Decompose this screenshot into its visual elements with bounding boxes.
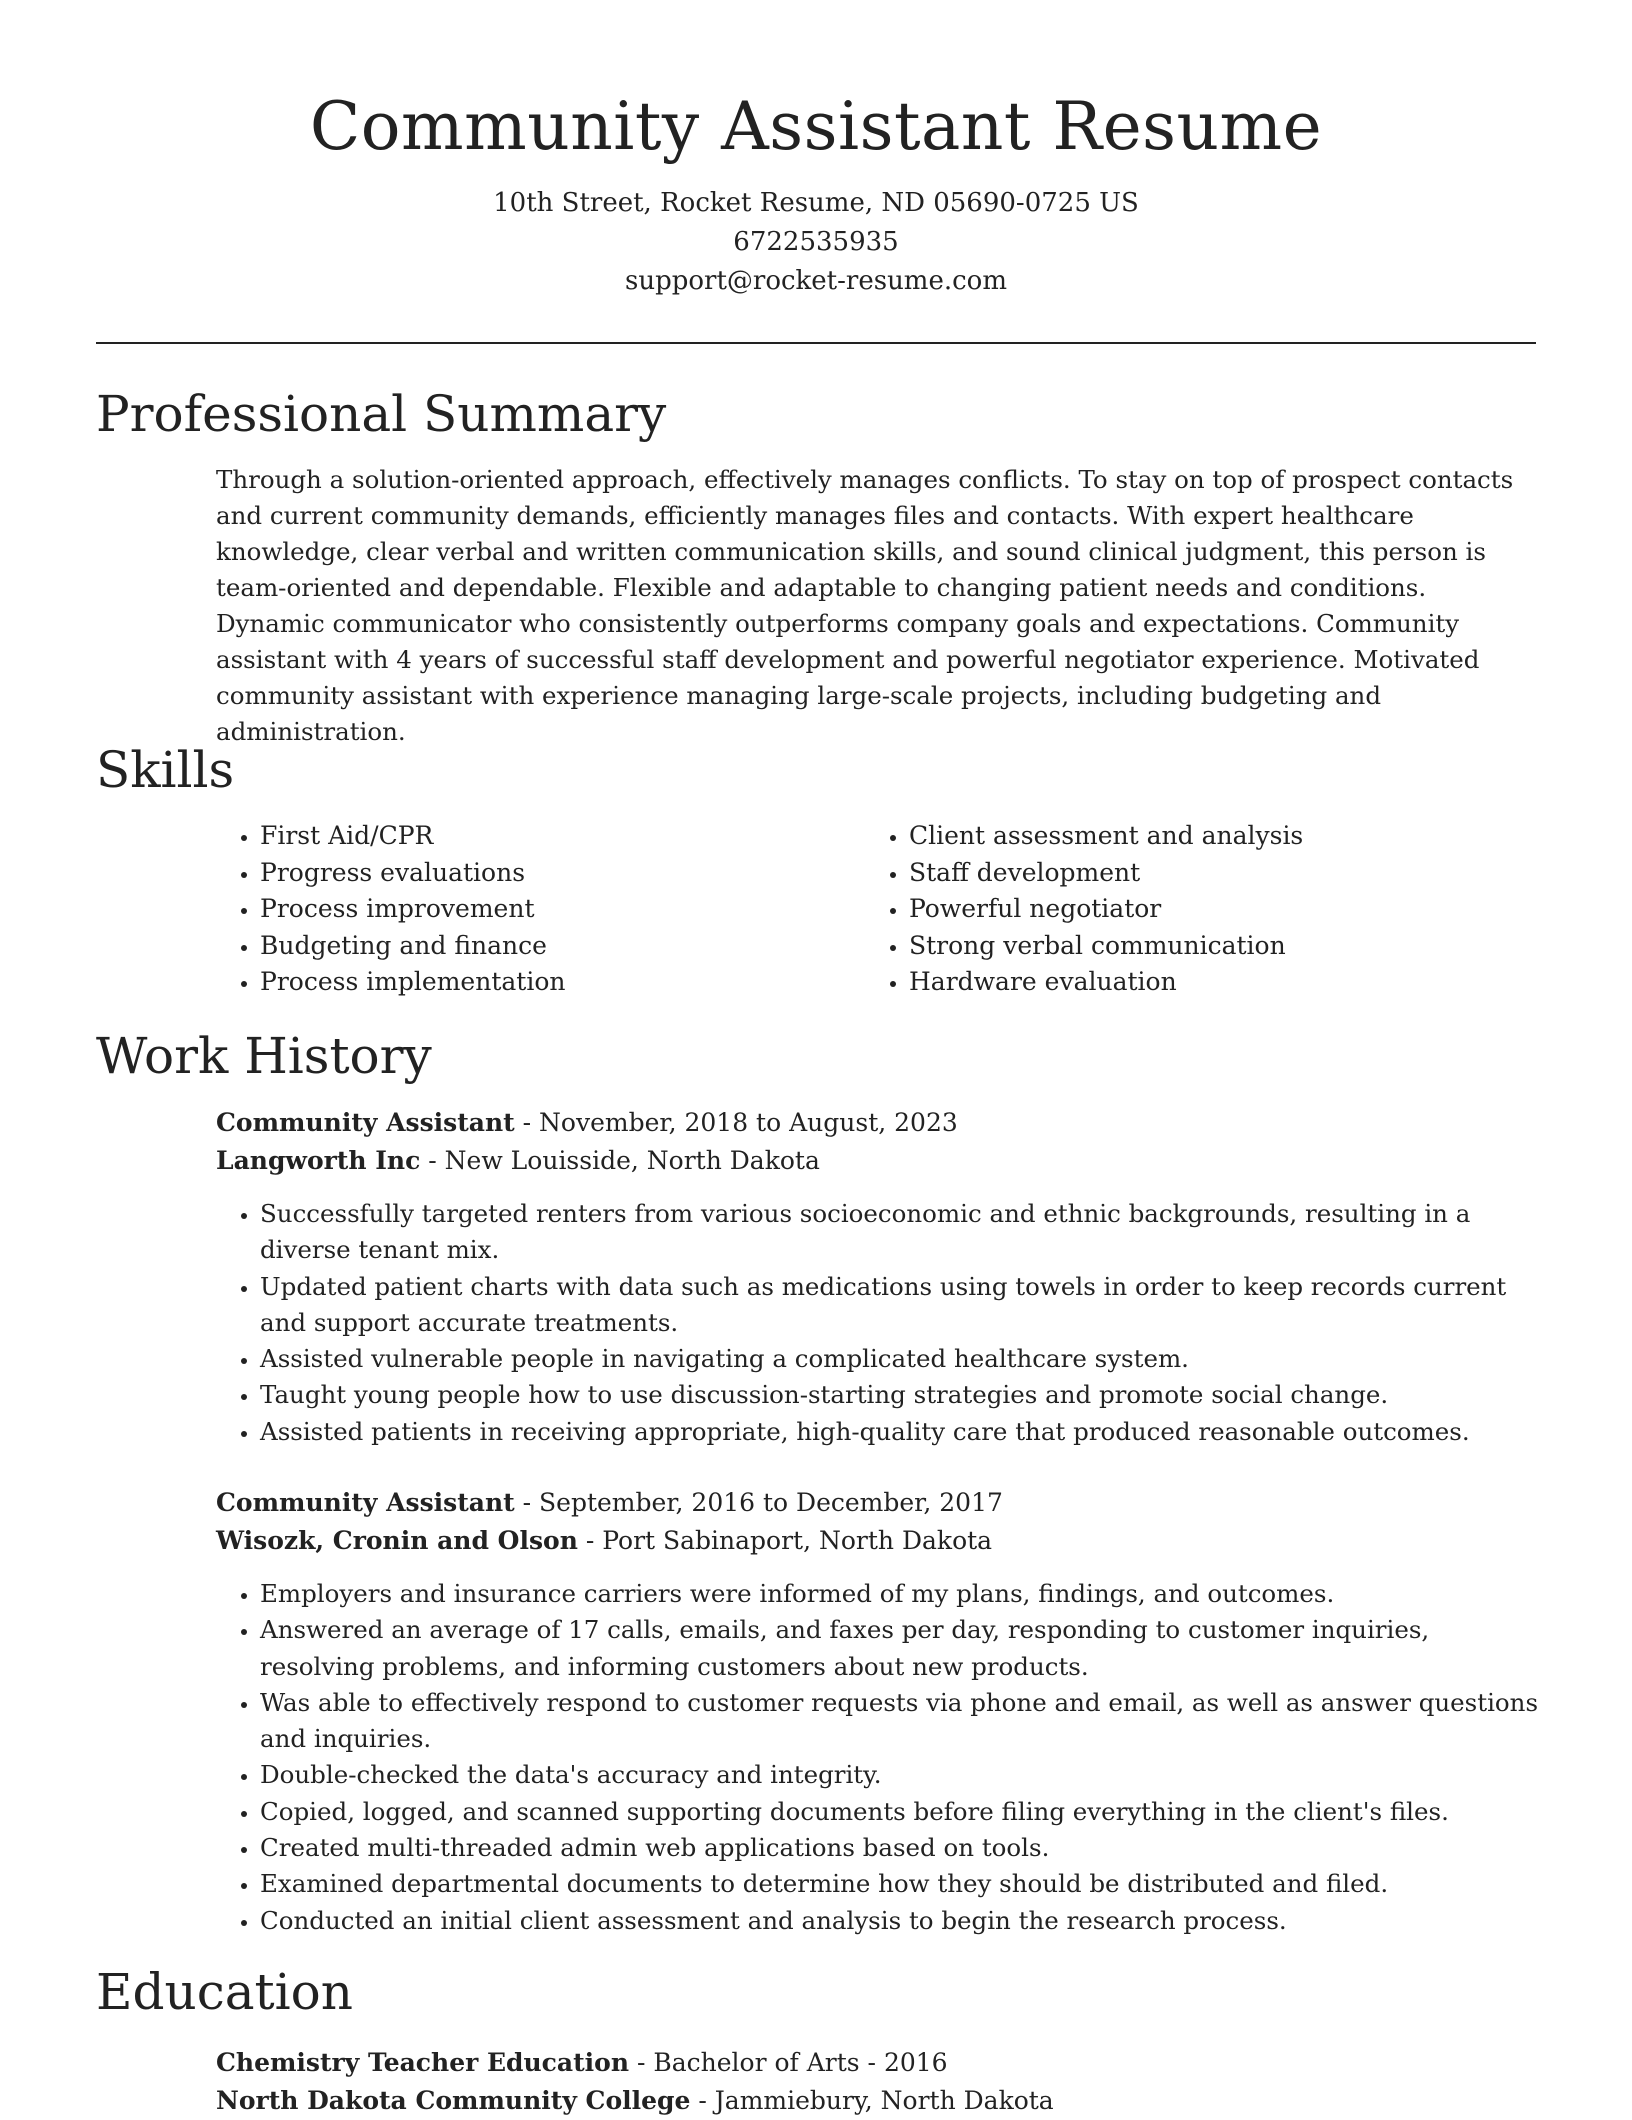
skill-item: • Process improvement — [260, 891, 860, 928]
resume-title: Community Assistant Resume — [309, 88, 1323, 165]
header-divider — [96, 342, 1536, 344]
job-title: Community Assistant — [216, 1488, 515, 1517]
job-bullet: • Taught young people how to use discussion-starting strategies and promote social change. — [260, 1377, 1546, 1413]
job-title-line — [216, 1104, 1546, 1142]
education-entry — [216, 2044, 1546, 2120]
job-company: Langworth Inc — [216, 1146, 421, 1175]
skill-item: • Client assessment and analysis — [909, 818, 1509, 855]
job-bullet: • Employers and insurance carriers were informed of my plans, findings, and outcomes. — [260, 1576, 1546, 1612]
education-details: - Bachelor of Arts - 2016 — [629, 2048, 948, 2077]
skills-heading: Skills — [96, 741, 235, 799]
job-bullet: • Double-checked the data's accuracy and integrity. — [260, 1757, 1546, 1793]
job-company-line — [216, 1522, 1546, 1560]
job-location: - New Louisside, North Dakota — [420, 1146, 820, 1175]
job-bullet: • Conducted an initial client assessment and analysis to begin the research process. — [260, 1903, 1546, 1939]
job-bullets — [216, 1576, 1546, 1939]
education-location: - Jammiebury, North Dakota — [690, 2086, 1054, 2115]
skills-column-2 — [865, 818, 1509, 1001]
job-bullet: • Copied, logged, and scanned supporting documents before filing everything in the client's files. — [260, 1794, 1546, 1830]
skill-item: • Strong verbal communication — [909, 928, 1509, 965]
skills-column-1 — [216, 818, 860, 1001]
skill-item: • Budgeting and finance — [260, 928, 860, 965]
job-bullet: • Updated patient charts with data such as medications using towels in order to keep records current and support accurate treatments. — [260, 1269, 1546, 1342]
job-bullet: • Was able to effectively respond to customer requests via phone and email, as well as answer questions and inquiries. — [260, 1685, 1546, 1758]
education-degree-line — [216, 2044, 1546, 2082]
job-bullet: • Assisted vulnerable people in navigating a complicated healthcare system. — [260, 1341, 1546, 1377]
job-title-line — [216, 1484, 1546, 1522]
job-bullet: • Examined departmental documents to determine how they should be distributed and filed. — [260, 1866, 1546, 1902]
skill-item: • First Aid/CPR — [260, 818, 860, 855]
job-entry — [216, 1484, 1546, 1939]
job-title: Community Assistant — [216, 1108, 515, 1137]
skill-item: • Process implementation — [260, 964, 860, 1001]
contact-email: support@rocket-resume.com — [624, 266, 1007, 296]
education-school: North Dakota Community College — [216, 2086, 691, 2115]
job-entry — [216, 1104, 1546, 1450]
skills-list — [216, 818, 1536, 1001]
education-heading: Education — [96, 1963, 353, 2021]
job-dates: - November, 2018 to August, 2023 — [514, 1108, 958, 1137]
education-school-line — [216, 2082, 1546, 2120]
skill-item: • Staff development — [909, 855, 1509, 892]
contact-block — [0, 184, 1632, 301]
resume-header — [0, 0, 1632, 301]
skill-item: • Progress evaluations — [260, 855, 860, 892]
job-bullet: • Created multi-threaded admin web applications based on tools. — [260, 1830, 1546, 1866]
job-bullet: • Answered an average of 17 calls, emails, and faxes per day, responding to customer inquiries, resolving problems, and informing customers about new products. — [260, 1612, 1546, 1685]
contact-phone: 6722535935 — [733, 227, 899, 257]
job-company: Wisozk, Cronin and Olson — [216, 1526, 578, 1555]
job-location: - Port Sabinaport, North Dakota — [577, 1526, 993, 1555]
summary-text: Through a solution-oriented approach, effectively manages conflicts. To stay on top of prospect contacts and current community demands, efficiently manages files and contacts. With expert healthcare knowledge, clear verbal and written communication skills, and sound clinical judgment, this person is team-oriented and dependable. Flexible and adaptable to changing patient needs and conditions. Dynamic communicator who consistently outperforms company goals and expectations. Community assistant with 4 years of successful staff development and powerful negotiator experience. Motivated community assistant with experience managing large-scale projects, including budgeting and administration. — [216, 465, 1514, 746]
work-heading: Work History — [96, 1027, 432, 1085]
skill-item: • Powerful negotiator — [909, 891, 1509, 928]
job-bullet: • Assisted patients in receiving appropriate, high-quality care that produced reasonable outcomes. — [260, 1414, 1546, 1450]
education-degree: Chemistry Teacher Education — [216, 2048, 630, 2077]
job-bullet: • Successfully targeted renters from various socioeconomic and ethnic backgrounds, resulting in a diverse tenant mix. — [260, 1196, 1546, 1269]
job-company-line — [216, 1142, 1546, 1180]
contact-address: 10th Street, Rocket Resume, ND 05690-0725 US — [493, 188, 1139, 218]
job-bullets — [216, 1196, 1546, 1450]
summary-heading: Professional Summary — [96, 385, 667, 443]
skill-item: • Hardware evaluation — [909, 964, 1509, 1001]
job-dates: - September, 2016 to December, 2017 — [514, 1488, 1003, 1517]
